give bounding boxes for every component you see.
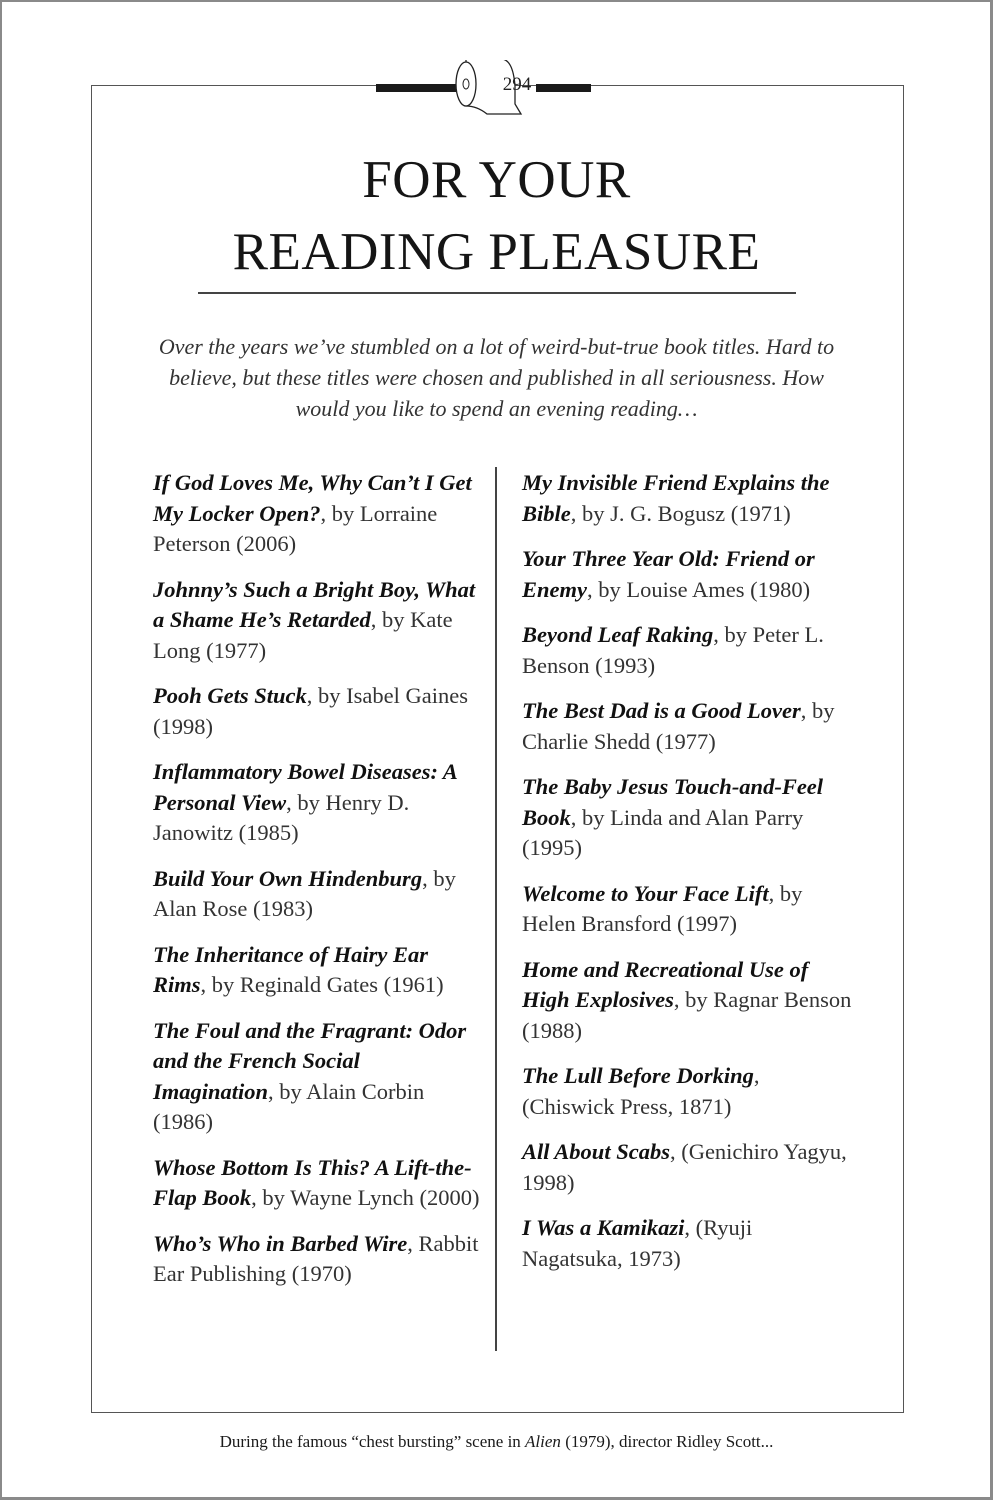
book-title: If God Loves Me, Why Can’t I Get My Locker Open? — [153, 470, 472, 526]
book-entry — [153, 940, 483, 1001]
book-entry — [522, 696, 852, 757]
book-details: , by Wayne Lynch (2000) — [251, 1185, 480, 1210]
book-title: My Invisible Friend Explains the Bible — [522, 470, 830, 526]
book-details: , by Isabel Gaines (1998) — [153, 683, 468, 739]
book-details: , (Chiswick Press, 1871) — [522, 1063, 760, 1119]
book-entry — [153, 681, 483, 742]
book-details: , by Louise Ames (1980) — [587, 576, 811, 602]
book-title: Pooh Gets Stuck — [153, 683, 307, 708]
book-entry — [153, 1016, 483, 1138]
book-details: , by Alan Rose (1983) — [153, 865, 456, 921]
book-title: The Baby Jesus Touch-and-Feel Book — [522, 774, 824, 830]
book-entry — [522, 544, 852, 605]
book-details: , by Alain Corbin (1986) — [153, 1078, 425, 1134]
book-entry — [522, 879, 852, 940]
footer-text-before: During the famous “chest bursting” scene in — [219, 1432, 526, 1451]
book-title: The Lull Before Dorking — [522, 1063, 754, 1088]
book-title: I Was a Kamikazi — [522, 1215, 685, 1240]
intro-paragraph: Over the years we’ve stumbled on a lot of weird-but-true book titles. Hard to believe, but these titles were chosen and published in all seriousness. How would you like to spend an evening reading… — [158, 334, 835, 421]
book-details: , (Genichiro Yagyu, 1998) — [522, 1139, 847, 1195]
book-details: , by Reginald Gates (1961) — [200, 972, 444, 997]
book-title: The Foul and the Fragrant: Odor and the French Social Imagination — [153, 1017, 467, 1104]
book-title: Beyond Leaf Raking — [522, 622, 714, 647]
book-details: , by Charlie Shedd (1977) — [522, 698, 835, 754]
book-title: Whose Bottom Is This? A Lift-the-Flap Book — [153, 1154, 472, 1210]
book-title: Build Your Own Hindenburg — [153, 865, 423, 891]
book-entry — [522, 468, 852, 529]
book-entry — [522, 1137, 852, 1198]
column-divider — [495, 467, 497, 1351]
footer-text-after: (1979), director Ridley Scott... — [560, 1432, 774, 1451]
book-entry — [153, 864, 483, 925]
book-title: All About Scabs — [522, 1139, 670, 1164]
page-title-line-1: FOR YOUR — [362, 151, 631, 209]
book-details: , (Ryuji Nagatsuka, 1973) — [522, 1215, 753, 1271]
footer-film-title: Alien — [525, 1432, 561, 1451]
book-entry — [153, 1153, 483, 1214]
book-title: Your Three Year Old: Friend or Enemy — [522, 546, 815, 602]
page-title-line-2: READING PLEASURE — [232, 223, 761, 281]
page-number-header — [376, 60, 591, 116]
book-entry — [522, 1213, 852, 1274]
page-number: 294 — [502, 74, 532, 95]
page-footer-teaser — [0, 1432, 993, 1452]
book-title: Inflammatory Bowel Diseases: A Personal View — [153, 759, 457, 815]
book-title: Welcome to Your Face Lift — [522, 880, 769, 906]
book-entry — [153, 575, 483, 667]
book-entry — [522, 772, 852, 864]
book-entry — [522, 955, 852, 1047]
book-title: Johnny’s Such a Bright Boy, What a Shame He’s Retarded — [153, 576, 476, 632]
book-details: , by Ragnar Benson (1988) — [522, 987, 852, 1043]
book-entry — [153, 1229, 483, 1290]
book-details: , Rabbit Ear Publishing (1970) — [153, 1230, 479, 1286]
book-list-right — [522, 468, 852, 1289]
book-title: Who’s Who in Barbed Wire — [153, 1230, 408, 1256]
book-title: The Best Dad is a Good Lover — [522, 698, 801, 723]
book-details: , by Lorraine Peterson (2006) — [153, 500, 438, 556]
book-entry — [153, 757, 483, 849]
book-title: The Inheritance of Hairy Ear Rims — [153, 941, 429, 997]
book-entry — [522, 620, 852, 681]
book-details: , by Kate Long (1977) — [153, 607, 453, 663]
book-details: , by Peter L. Benson (1993) — [522, 622, 824, 678]
book-entry — [153, 468, 483, 560]
book-list-left — [153, 468, 483, 1305]
book-details: , by Linda and Alan Parry (1995) — [522, 804, 804, 860]
book-entry — [522, 1061, 852, 1122]
title-underline — [198, 292, 796, 294]
book-details: , by J. G. Bogusz (1971) — [570, 500, 791, 526]
book-details: , by Henry D. Janowitz (1985) — [153, 789, 410, 845]
book-title: Home and Recreational Use of High Explosives — [522, 956, 809, 1012]
book-details: , by Helen Bransford (1997) — [522, 880, 803, 936]
